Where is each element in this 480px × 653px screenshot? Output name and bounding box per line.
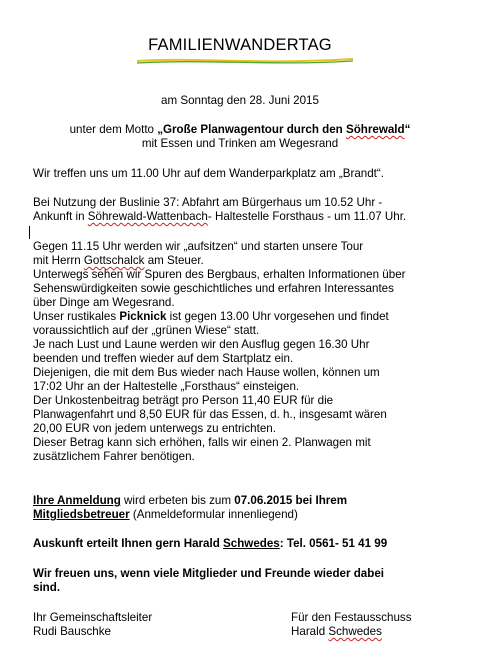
info-line: Auskunft erteilt Ihnen gern Harald Schwedes: Tel. 0561- 51 41 99 [33,537,388,550]
registration-deadline: 07.06.2015 bei Ihrem [234,494,348,507]
picnic-word: Picknick [119,310,167,323]
para-line-12: Der Unkostenbeitrag beträgt pro Person 11,40 EUR für die [33,394,334,407]
para-line-13: Planwagenfahrt und 8,50 EUR für das Essen, d. h., insgesamt wären [33,408,387,421]
document-title: FAMILIENWANDERTAG [148,36,332,54]
registration-line-1: Ihre Anmeldung wird erbeten bis zum 07.06.2015 bei Ihrem [33,494,348,507]
para-line-9: beenden und treffen wieder auf dem Startplatz ein. [33,352,294,365]
para-line-7: voraussichtlich auf der „grünen Wiese“ statt. [33,324,260,337]
info-contact-name: Schwedes [223,537,280,550]
para-line-2: mit Herrn Gottschalck am Steuer. [33,254,204,267]
closing-line-1: Wir freuen uns, wenn viele Mitglieder und Freunde wieder dabei [33,567,384,580]
date-line: am Sonntag den 28. Juni 2015 [161,94,319,107]
para-line-4: Sehenswürdigkeiten sowie geschichtliches und erfahren Interessantes [33,282,394,295]
signature-right-role: Für den Festausschuss [291,611,412,624]
meeting-point: Wir treffen uns um 11.00 Uhr auf dem Wanderparkplatz am „Brandt“. [33,167,384,180]
para-line-11: 17:02 Uhr an der Haltestelle „Forsthaus“ einsteigen. [33,380,300,393]
motto-prefix: unter dem Motto [69,123,158,136]
para-line-14: 20,00 EUR von jedem unterwegs zu entrichten. [33,422,276,435]
para-line-10: Diejenigen, die mit dem Bus wieder nach Hause wollen, können um [33,366,380,379]
text-cursor [29,226,30,239]
para-line-6: Unser rustikales Picknick ist gegen 13.00 Uhr vorgesehen und findet [33,310,389,323]
bus-destination: Söhrewald-Wattenbach [87,210,208,223]
motto-place: Söhrewald [345,123,405,136]
registration-label: Ihre Anmeldung [33,494,121,507]
title-decorative-rule [135,56,355,66]
motto-subline: mit Essen und Trinken am Wegesrand [141,137,339,150]
para-line-16: zusätzlichem Fahrer benötigen. [33,450,195,463]
bus-line-2: Ankunft in Söhrewald-Wattenbach- Haltestelle Forsthaus - um 11.07 Uhr. [33,210,407,223]
motto-line [0,123,480,137]
para-line-5: über Dinge am Wegesrand. [33,296,175,309]
para-line-8: Je nach Lust und Laune werden wir den Ausflug gegen 16.30 Uhr [33,338,370,351]
registration-line-2: Mitgliedsbetreuer (Anmeldeformular innenliegend) [33,508,298,521]
para-line-1: Gegen 11.15 Uhr werden wir „aufsitzen“ und starten unsere Tour [33,240,364,253]
signature-right-name: Harald Schwedes [291,625,382,638]
para-line-15: Dieser Betrag kann sich erhöhen, falls wir einen 2. Planwagen mit [33,436,371,449]
registration-contact: Mitgliedsbetreuer [33,508,130,521]
bus-line-1: Bei Nutzung der Buslinie 37: Abfahrt am Bürgerhaus um 10.52 Uhr - [33,196,383,209]
closing-line-2: sind. [33,581,61,594]
signature-left-name: Rudi Bauschke [33,625,111,638]
para-line-3: Unterwegs sehen wir Spuren des Bergbaus, erhalten Informationen über [33,268,406,281]
motto-title: „Große Planwagentour durch den Söhrewald“ [157,123,411,136]
signature-left-role: Ihr Gemeinschaftsleiter [33,611,153,624]
driver-name: Gottschalck [83,254,145,267]
